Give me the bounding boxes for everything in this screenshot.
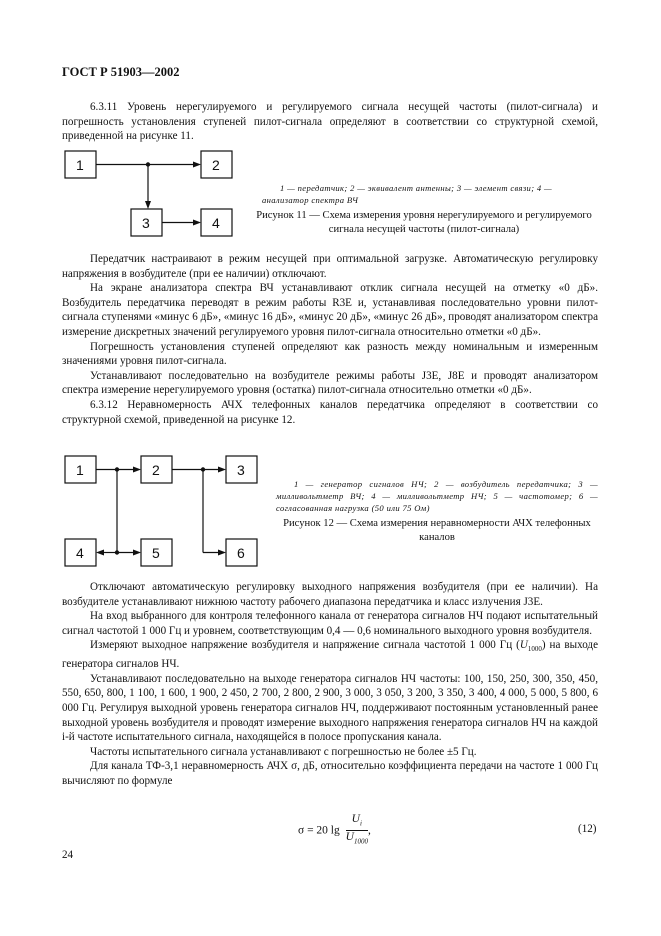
measure-var: U	[519, 639, 528, 652]
formula-lhs: σ = 20 lg	[298, 824, 340, 837]
measure-text-pre: Измеряют выходное напряжение возбудителя и напряжение сигнала частотой 1 000 Гц (	[90, 639, 520, 652]
figure-12-caption: Рисунок 12 — Схема измерения неравномерности АЧХ телефонных каналов	[283, 518, 591, 543]
figure-11-diagram	[62, 148, 242, 240]
fig12-label-4: 4	[76, 545, 84, 561]
fig11-label-2: 2	[212, 157, 220, 173]
fig12-label-3: 3	[237, 462, 245, 478]
paragraph: Передатчик настраивают в режим несущей при оптимальной загрузке. Автоматическую регулировку напряжения в возбудителе (при ее наличии) отключают.	[62, 253, 598, 280]
paragraph: На вход выбранного для контроля телефонного канала от генератора сигналов НЧ подают испытательный сигнал частотой 1 000 Гц и уровнем, соответствующим 0,4 — 0,6 номинального выходного уровня возбудителя.	[62, 610, 598, 637]
paragraph-6-3-11: 6.3.11 Уровень нерегулируемого и регулируемого сигнала несущей частоты (пилот-сигнала) и погрешность установления ступеней пилот-сигнала определяют в соответствии со структурной схемой, приведенной на рисунке 11.	[62, 101, 598, 143]
paragraph: Устанавливают последовательно на возбудителе режимы работы J3E, J8E и проводят анализатором спектра измерение нерегулируемого уровня (остатка) пилот-сигнала относительно отметки «0 дБ».	[62, 369, 598, 397]
formula-number: (12)	[578, 823, 597, 835]
formula-fraction	[346, 813, 368, 849]
paragraph-measure	[62, 638, 598, 671]
fig12-label-6: 6	[237, 545, 245, 561]
figure-11-legend: 1 — передатчик; 2 — эквивалент антенны; 3 — элемент связи; 4 — анализатор спектра ВЧ	[262, 183, 553, 205]
fig12-label-1: 1	[76, 462, 84, 478]
paragraph: На экране анализатора спектра ВЧ устанавливают отклик сигнала несущей на отметку «0 дБ». Возбудитель передатчика переводят в режим работы R3E и, устанавливая последовательно уровни пилот-сигнала ступенями «минус 6 дБ», «минус 16 дБ», «минус 20 дБ», «минус 26 дБ», проводят анализатором спектра измерение дискретных значений регулируемого уровня пилот-сигнала относительно отметки «0 дБ».	[62, 282, 598, 338]
paragraph-group-a	[62, 252, 598, 427]
measure-var-sub: 1000	[527, 645, 542, 654]
paragraph: Устанавливают последовательно на выходе генератора сигналов НЧ частоты: 100, 150, 250, 300, 350, 450, 550, 650, 800, 1 100, 1 600, 1 900, 2 450, 2 700, 2 800, 2 900, 3 000, 3 050, 3 200, 3 350, 3 400, 4 000, 5 000, 5 800, 6 000 Гц. Регулируя выходной уровень генератора сигналов НЧ, поддерживают постоянным установленный ранее выходной уровень возбудителя и проводят измерение выходного напряжения генератора сигналов НЧ на каждой i-й частоте испытательного сигнала, находящейся в полосе пропускания канала.	[62, 672, 598, 744]
paragraph: Отключают автоматическую регулировку выходного напряжения возбудителя (при ее наличии). На возбудителе устанавливают нижнюю частоту рабочего диапазона передатчика и класс излучения J3E.	[62, 581, 598, 608]
figure-11-caption: Рисунок 11 — Схема измерения уровня нерегулируемого и регулируемого сигнала несущей частоты (пилот-сигнала)	[256, 210, 592, 235]
paragraph: Для канала ТФ-3,1 неравномерность АЧХ σ, дБ, относительно коэффициента передачи на частоте 1 000 Гц вычисляют по формуле	[62, 760, 598, 787]
page-number: 24	[62, 849, 74, 861]
figure-12-legend: 1 — генератор сигналов НЧ; 2 — возбудитель передатчика; 3 — милливольтметр ВЧ; 4 — милливольтметр НЧ; 5 — частотомер; 6 — согласованная нагрузка (50 или 75 Ом)	[276, 479, 598, 513]
paragraph-group-b	[62, 580, 598, 789]
fig12-label-5: 5	[152, 545, 160, 561]
formula-tail: ,	[367, 824, 371, 837]
figure-12-diagram	[62, 453, 262, 573]
paragraph: Частоты испытательного сигнала устанавливают с погрешностью не более ±5 Гц.	[90, 745, 477, 758]
paragraph: Погрешность установления ступеней определяют как разность между номинальным и измеренным значениями уровня пилот-сигнала.	[62, 340, 598, 368]
paragraph-6-3-12: 6.3.12 Неравномерность АЧХ телефонных каналов передатчика определяют в соответствии со структурной схемой, приведенной на рисунке 12.	[62, 398, 598, 426]
formula-numerator: $U_i$	[346, 813, 368, 831]
formula-denominator: $U_{1000}$	[345, 831, 368, 846]
fig11-label-3: 3	[142, 215, 150, 231]
measure-text-post: ) на выходе генератора сигналов НЧ.	[62, 639, 598, 671]
fig11-label-1: 1	[76, 157, 84, 173]
fig11-label-4: 4	[212, 215, 220, 231]
fig12-label-2: 2	[152, 462, 160, 478]
formula-12	[298, 813, 371, 849]
document-header: ГОСТ Р 51903—2002	[62, 65, 180, 79]
